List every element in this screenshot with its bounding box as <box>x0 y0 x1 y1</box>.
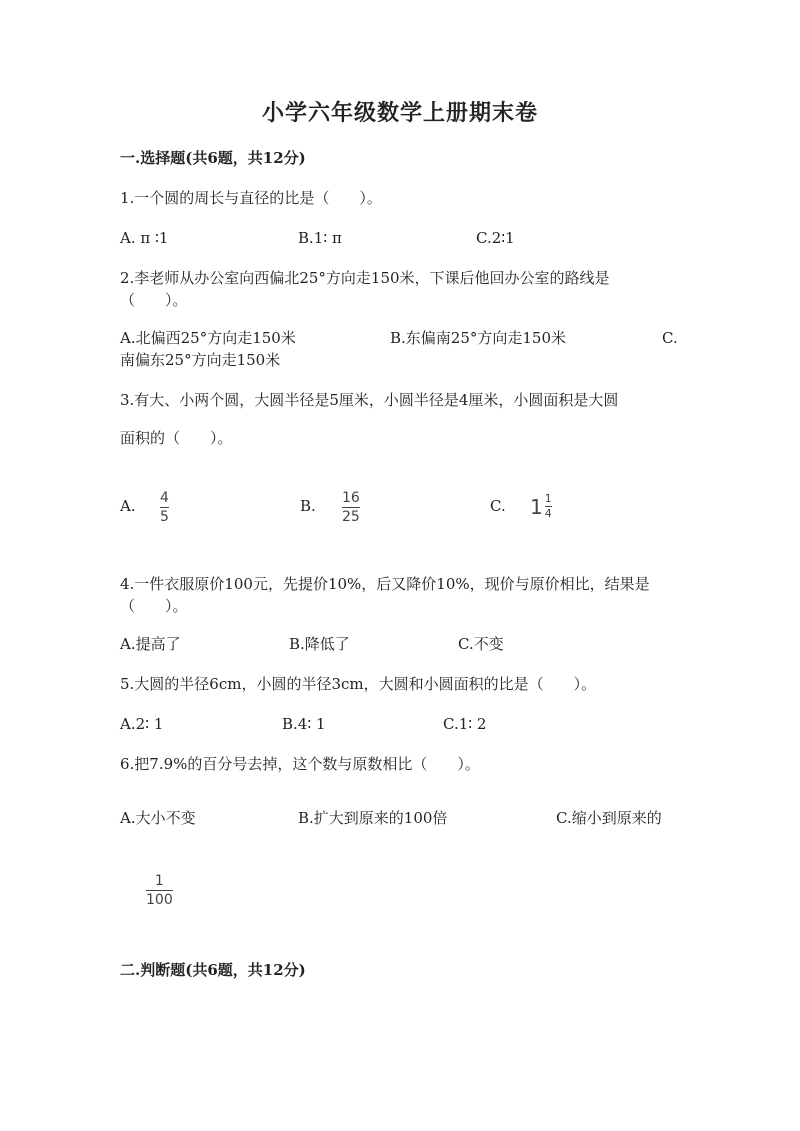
fraction-denominator: 25 <box>342 509 360 525</box>
question-1-option-c: C.2∶1 <box>476 229 515 247</box>
fraction-denominator: 4 <box>544 507 552 520</box>
fraction-denominator: 5 <box>160 509 169 525</box>
fraction-numerator: 1 <box>154 873 164 889</box>
question-2-option-c-label: C. <box>662 329 678 347</box>
question-6-stem: 6.把7.9%的百分号去掉，这个数与原数相比（ ）。 <box>120 755 480 773</box>
mixed-number-whole: 1 <box>530 494 543 519</box>
question-4-stem-line2: （ ）。 <box>120 597 188 615</box>
question-3-stem-line2: 面积的（ ）。 <box>120 429 233 447</box>
question-1-option-a: A. π ∶1 <box>120 229 169 247</box>
fraction-bar <box>160 507 169 508</box>
question-2-stem-line1: 2.李老师从办公室向西偏北25°方向走150米，下课后他回办公室的路线是 <box>120 269 610 287</box>
section-2-heading: 二.判断题(共6题，共12分) <box>120 961 306 979</box>
fraction-numerator: 16 <box>342 490 360 506</box>
question-1-option-b: B.1∶ π <box>298 229 342 247</box>
question-4-option-a: A.提高了 <box>120 635 181 653</box>
question-2-stem-line2: （ ）。 <box>120 291 188 309</box>
question-6-option-c-fraction <box>146 873 173 908</box>
question-5-option-b: B.4∶ 1 <box>282 715 326 733</box>
section-1-heading: 一.选择题(共6题，共12分) <box>120 149 306 167</box>
fraction-numerator: 4 <box>160 490 169 506</box>
question-6-option-a: A.大小不变 <box>120 809 196 827</box>
fraction-numerator: 1 <box>544 492 552 505</box>
fraction-bar <box>146 890 173 891</box>
question-4-stem-line1: 4.一件衣服原价100元，先提价10%，后又降价10%，现价与原价相比，结果是 <box>120 575 650 593</box>
question-5-option-a: A.2∶ 1 <box>120 715 164 733</box>
fraction-denominator: 100 <box>146 892 173 908</box>
question-2-option-c-text: 南偏东25°方向走150米 <box>120 351 281 369</box>
question-1-stem: 1.一个圆的周长与直径的比是（ ）。 <box>120 189 382 207</box>
question-3-option-b-fraction <box>342 490 360 525</box>
question-6-option-b: B.扩大到原来的100倍 <box>298 809 448 827</box>
question-3-option-c-label: C. <box>490 497 506 515</box>
question-2-option-a: A.北偏西25°方向走150米 <box>120 329 296 347</box>
question-3-option-c-mixed-number <box>530 493 552 520</box>
fraction-bar <box>342 507 360 508</box>
question-3-option-a-label: A. <box>120 497 136 515</box>
question-3-option-a-fraction <box>160 490 169 525</box>
question-3-option-b-label: B. <box>300 497 316 515</box>
question-4-option-c: C.不变 <box>458 635 504 653</box>
question-3-stem-line1: 3.有大、小两个圆，大圆半径是5厘米，小圆半径是4厘米，小圆面积是大圆 <box>120 391 619 409</box>
question-5-stem: 5.大圆的半径6cm，小圆的半径3cm，大圆和小圆面积的比是（ ）。 <box>120 675 597 693</box>
mixed-number-fraction <box>545 493 552 520</box>
page-title: 小学六年级数学上册期末卷 <box>261 100 538 126</box>
question-6-option-c: C.缩小到原来的 <box>556 809 662 827</box>
question-4-option-b: B.降低了 <box>289 635 350 653</box>
question-5-option-c: C.1∶ 2 <box>443 715 487 733</box>
question-2-option-b: B.东偏南25°方向走150米 <box>390 329 567 347</box>
